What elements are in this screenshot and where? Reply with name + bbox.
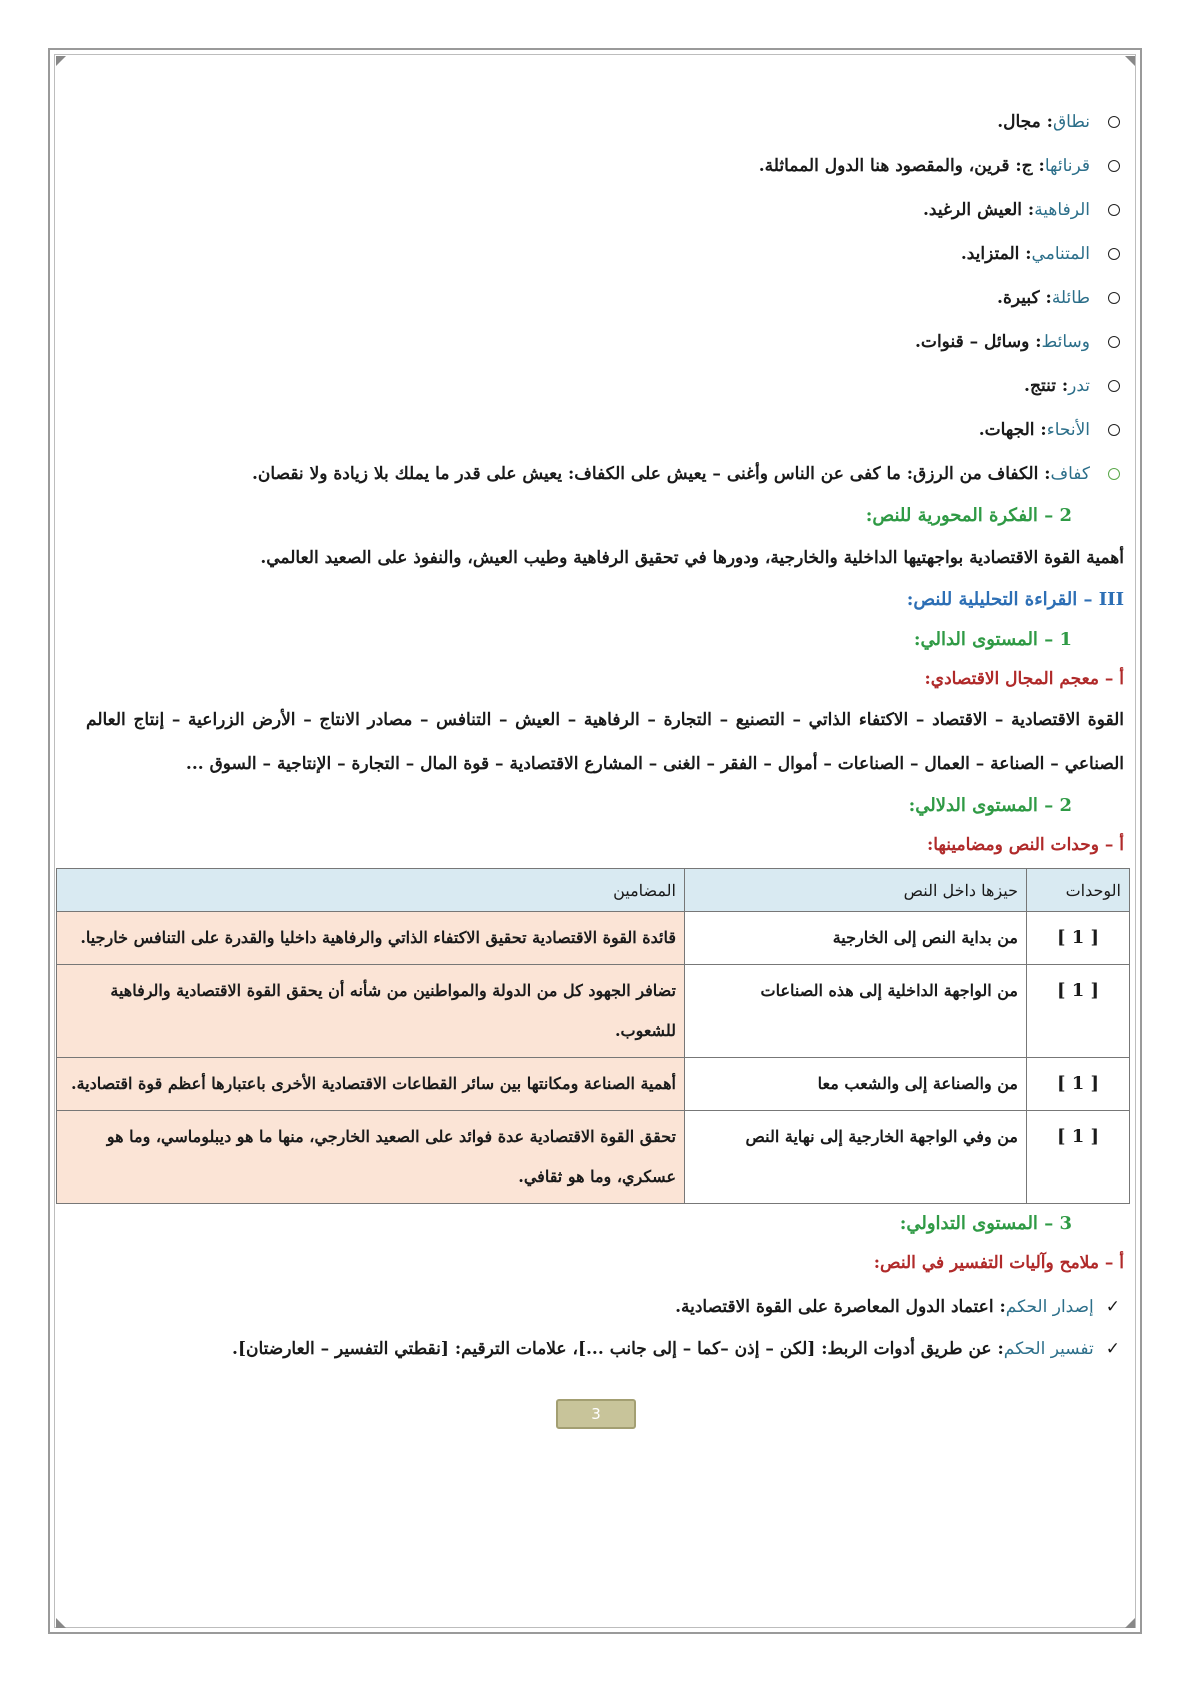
table-row [57, 912, 1130, 965]
content-cell: أهمية الصناعة ومكانتها بين سائر القطاعات الاقتصادية الأخرى باعتبارها أعظم قوة اقتصادية. [57, 1058, 685, 1111]
circle-bullet-icon [1108, 424, 1120, 436]
unit-cell: [ 1 ] [1027, 1058, 1130, 1111]
content-cell: قائدة القوة الاقتصادية تحقيق الاكتفاء الذاتي والرفاهية داخليا والقدرة على التنافس خارجيا. [57, 912, 685, 965]
vocabulary-item: المتنامي : المتزايد. [56, 232, 1120, 276]
lexicon-heading: أ – معجم المجال الاقتصادي: [924, 669, 1124, 689]
corner-ornament [1125, 56, 1135, 66]
interpretation-item: ✓تفسير الحكم: عن طريق أدوات الربط: [لكن – إذن –كما – إلى جانب ...]، علامات الترقيم: [نقطتي التفسير – العارضتان]. [232, 1339, 1120, 1359]
page-number: 3 [556, 1399, 636, 1429]
column-header-contents: المضامين [57, 869, 685, 912]
lexicon-text: القوة الاقتصادية – الاقتصاد – الاكتفاء الذاتي – التصنيع – التجارة – الرفاهية – العيش – التنافس – مصادر الانتاج – الأرض الزراعية – إنتاج العالم الصناعي – الصناعة – العمال – الصناعات – أموال – الفقر – الغنى – المشارع الاقتصادية – قوة المال – التجارة – الإنتاجية – السوق ... [86, 710, 1124, 774]
units-heading: أ – وحدات النص ومضامينها: [926, 835, 1124, 855]
semantic-level-heading: 2 – المستوى الدلالي: [908, 795, 1072, 816]
unit-cell: [ 1 ] [1027, 912, 1130, 965]
interpretation-list [56, 1286, 1130, 1370]
table-row [57, 965, 1130, 1058]
interpretation-item: ✓إصدار الحكم: اعتماد الدول المعاصرة على القوة الاقتصادية. [675, 1297, 1120, 1317]
pragmatic-level-heading: 3 – المستوى التداولي: [899, 1213, 1072, 1234]
circle-bullet-icon [1108, 292, 1120, 304]
page-content [56, 100, 1130, 1370]
table-row [57, 1111, 1130, 1204]
vocabulary-item: قرنائها : ج: قرين، والمقصود هنا الدول المماثلة. [56, 144, 1120, 188]
circle-bullet-icon [1108, 468, 1120, 480]
circle-bullet-icon [1108, 160, 1120, 172]
corner-ornament [56, 1618, 66, 1628]
content-cell: تضافر الجهود كل من الدولة والمواطنين من شأنه أن يحقق القوة الاقتصادية والرفاهية للشعوب. [57, 965, 685, 1058]
vocabulary-item: الأنحاء : الجهات. [56, 408, 1120, 452]
circle-bullet-icon [1108, 204, 1120, 216]
column-header-units: الوحدات [1027, 869, 1130, 912]
range-cell: من وفي الواجهة الخارجية إلى نهاية النص [685, 1111, 1027, 1204]
range-cell: من الواجهة الداخلية إلى هذه الصناعات [685, 965, 1027, 1058]
unit-cell: [ 1 ] [1027, 965, 1130, 1058]
vocabulary-item: كفاف : الكفاف من الرزق: ما كفى عن الناس وأغنى – يعيش على الكفاف: يعيش على قدر ما يملك بلا زيادة ولا نقصان. [56, 452, 1120, 496]
circle-bullet-icon [1108, 116, 1120, 128]
units-table [56, 868, 1130, 1204]
central-idea-text: أهمية القوة الاقتصادية بواجهتيها الداخلية والخارجية، ودورها في تحقيق الرفاهية وطيب العيش، والنفوذ على الصعيد العالمي. [260, 548, 1124, 568]
vocabulary-item: تدر : تنتج. [56, 364, 1120, 408]
lexical-level-heading: 1 – المستوى الدالي: [913, 629, 1072, 650]
checkmark-icon: ✓ [1105, 1339, 1120, 1359]
vocabulary-item: طائلة : كبيرة. [56, 276, 1120, 320]
checkmark-icon: ✓ [1105, 1297, 1120, 1317]
circle-bullet-icon [1108, 336, 1120, 348]
range-cell: من بداية النص إلى الخارجية [685, 912, 1027, 965]
corner-ornament [56, 56, 66, 66]
range-cell: من والصناعة إلى والشعب معا [685, 1058, 1027, 1111]
corner-ornament [1125, 1618, 1135, 1628]
central-idea-heading: 2 – الفكرة المحورية للنص: [865, 505, 1072, 526]
vocabulary-item: الرفاهية : العيش الرغيد. [56, 188, 1120, 232]
interpretation-heading: أ – ملامح وآليات التفسير في النص: [873, 1253, 1124, 1273]
table-row [57, 1058, 1130, 1111]
vocabulary-item: نطاق : مجال. [56, 100, 1120, 144]
unit-cell: [ 1 ] [1027, 1111, 1130, 1204]
content-cell: تحقق القوة الاقتصادية عدة فوائد على الصعيد الخارجي، منها ما هو ديبلوماسي، وما هو عسكري، وما هو ثقافي. [57, 1111, 685, 1204]
vocabulary-list [56, 100, 1130, 496]
circle-bullet-icon [1108, 380, 1120, 392]
column-header-range: حيزها داخل النص [685, 869, 1027, 912]
circle-bullet-icon [1108, 248, 1120, 260]
table-header-row [57, 869, 1130, 912]
analytical-reading-heading: III – القراءة التحليلية للنص: [906, 589, 1124, 610]
vocabulary-item: وسائط : وسائل – قنوات. [56, 320, 1120, 364]
